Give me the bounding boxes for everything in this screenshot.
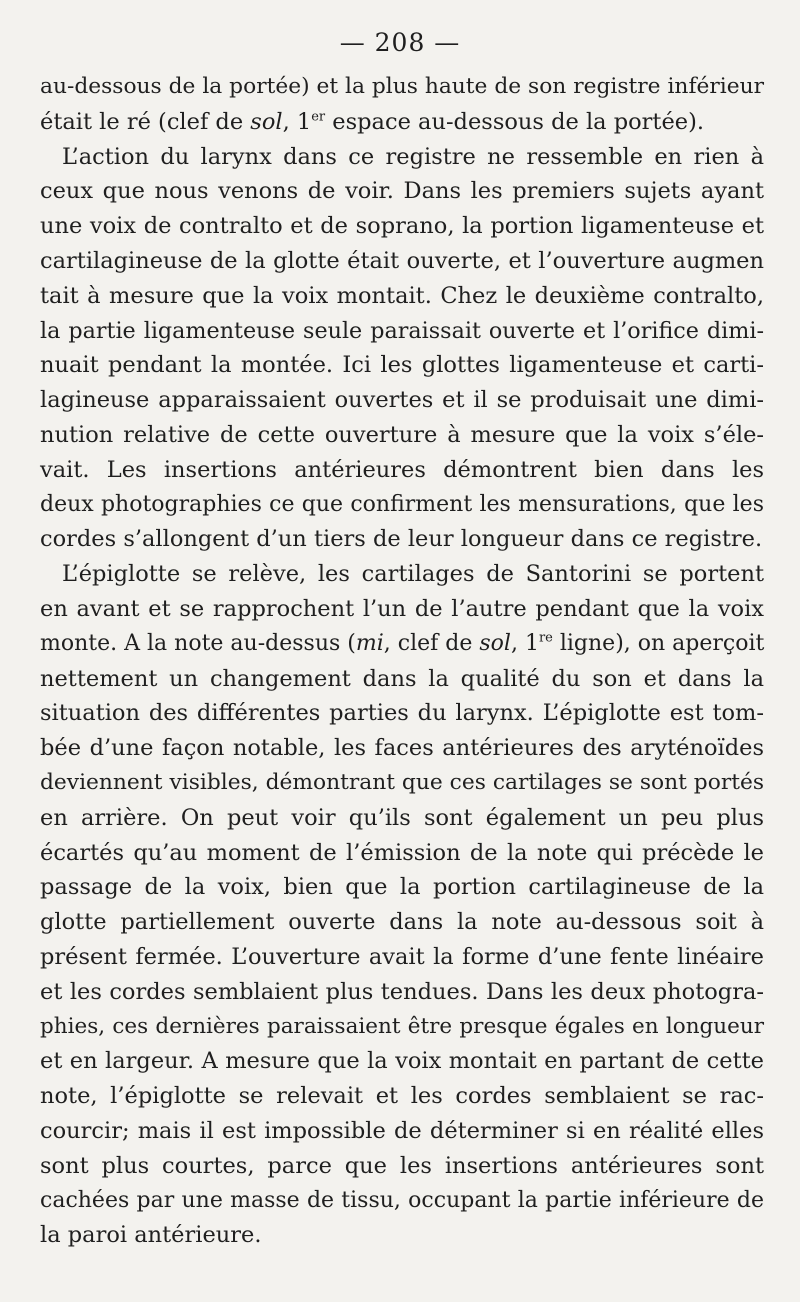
text-line: deux photographies ce que confirment les mensurations, que les	[40, 491, 764, 517]
text-line: était le ré (clef de sol, 1er espace au-dessous de la portée).	[40, 108, 705, 135]
text-line: deviennent visibles, démontrant que ces cartilages se sont portés	[40, 769, 764, 795]
page-number: — 208 —	[339, 28, 461, 57]
text-line: en arrière. On peut voir qu’ils sont également un peu plus	[40, 804, 764, 831]
text-line: écartés qu’au moment de l’émission de la note qui précède le	[40, 839, 764, 866]
text-line: courcir; mais il est impossible de déterminer si en réalité elles	[40, 1117, 764, 1144]
text-line: vait. Les insertions antérieures démontrent bien dans les	[40, 456, 764, 483]
text-line: ceux que nous venons de voir. Dans les premiers sujets ayant	[40, 178, 764, 205]
text-line: cachées par une masse de tissu, occupant la partie inférieure de	[40, 1187, 764, 1213]
text-line: L’épiglotte se relève, les cartilages de Santorini se portent	[62, 561, 764, 588]
text-line: sont plus courtes, parce que les insertions antérieures sont	[40, 1152, 764, 1179]
text-line: lagineuse apparaissaient ouvertes et il se produisait une dimi-	[40, 387, 764, 414]
text-line: la partie ligamenteuse seule paraissait ouverte et l’orifice dimi-	[40, 317, 764, 344]
text-line: note, l’épiglotte se relevait et les cordes semblaient se rac-	[40, 1083, 764, 1110]
text-line: présent fermée. L’ouverture avait la forme d’une fente linéaire	[40, 943, 764, 970]
text-line: bée d’une façon notable, les faces antérieures des aryténoïdes	[40, 735, 764, 762]
body-text	[40, 70, 764, 1253]
text-line: au-dessous de la portée) et la plus haute de son registre inférieur	[40, 74, 764, 99]
text-line: nettement un changement dans la qualité du son et dans la	[40, 665, 764, 692]
text-line: glotte partiellement ouverte dans la note au-dessous soit à	[40, 909, 764, 936]
text-line: et les cordes semblaient plus tendues. Dans les deux photogra-	[40, 978, 764, 1005]
text-line: nution relative de cette ouverture à mesure que la voix s’éle-	[40, 421, 764, 448]
text-line: situation des différentes parties du larynx. L’épiglotte est tom-	[40, 700, 764, 727]
text-line: tait à mesure que la voix montait. Chez le deuxième contralto,	[40, 282, 764, 309]
text-line: cordes s’allongent d’un tiers de leur longueur dans ce registre.	[40, 526, 763, 553]
text-line: et en largeur. A mesure que la voix montait en partant de cette	[40, 1048, 764, 1075]
text-line: phies, ces dernières paraissaient être presque égales en longueur	[40, 1013, 764, 1039]
text-line: L’action du larynx dans ce registre ne ressemble en rien à	[62, 143, 764, 170]
text-line: la paroi antérieure.	[40, 1222, 262, 1249]
text-line: passage de la voix, bien que la portion cartilagineuse de la	[40, 874, 764, 901]
text-line: en avant et se rapprochent l’un de l’autre pendant que la voix	[40, 595, 764, 622]
text-line: nuait pendant la montée. Ici les glottes ligamenteuse et carti-	[40, 352, 764, 379]
text-line: monte. A la note au-dessus (mi, clef de sol, 1re ligne), on aperçoit	[40, 630, 765, 656]
text-line: une voix de contralto et de soprano, la portion ligamenteuse et	[40, 213, 764, 240]
text-line: cartilagineuse de la glotte était ouverte, et l’ouverture augmen	[40, 247, 764, 274]
